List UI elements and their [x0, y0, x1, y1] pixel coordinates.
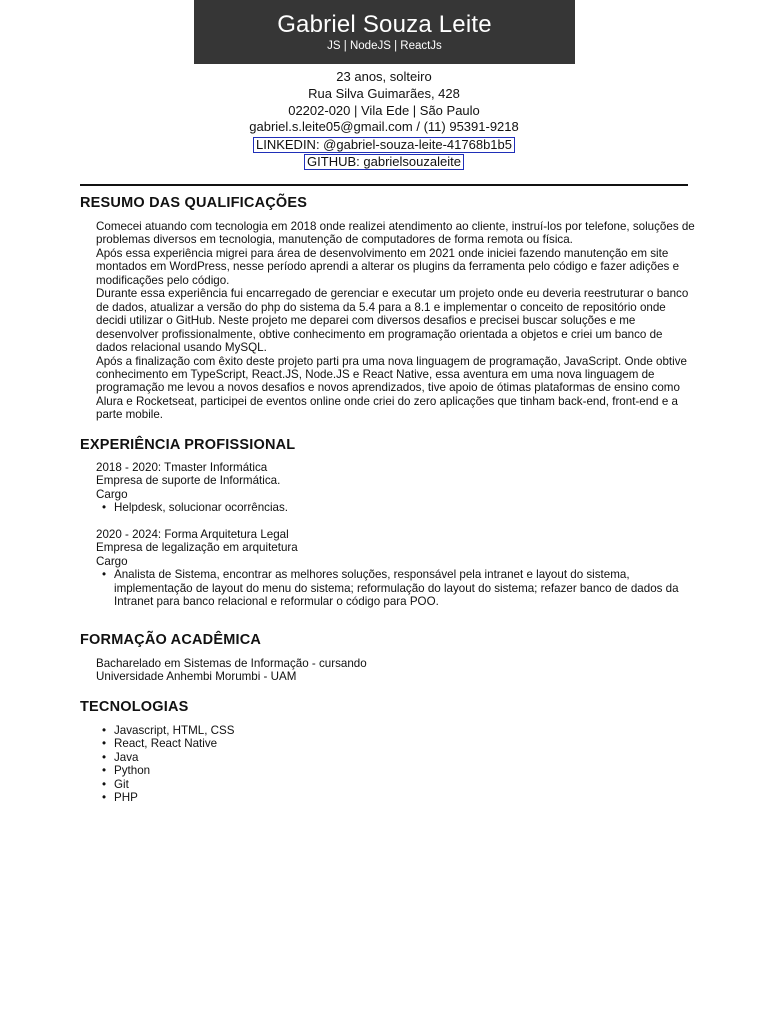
tech-item: Javascript, HTML, CSS	[114, 724, 235, 737]
tech-item: React, React Native	[114, 737, 218, 751]
job-role-label: Cargo	[96, 554, 128, 568]
job-entry	[96, 528, 696, 609]
experience-title: EXPERIÊNCIA PROFISSIONAL	[80, 437, 296, 453]
education-title: FORMAÇÃO ACADÊMICA	[80, 632, 262, 648]
list-item	[96, 778, 692, 791]
list-item	[96, 568, 692, 608]
email-phone: gabriel.s.leite05@gmail.com / (11) 95391-9218	[249, 119, 519, 135]
summary-paragraph: Após essa experiência migrei para área de desenvolvimento em 2021 onde iniciei fazendo manutenção em site montados em WordPress, nesse período aprendi a alterar os plugins da ferramenta pelo código e fazer adições e modificações pelo código.	[96, 246, 680, 287]
list-item	[96, 501, 692, 514]
education-entry	[96, 657, 696, 684]
summary-paragraph: Durante essa experiência fui encarregado de gerenciar e executar um projeto onde eu deveria reestruturar o banco de dados, atualizar a versão do php do sistema da 5.4 para a 8.1 e implementar o conceito de repositório onde decidi utilizar o GitHub. Neste projeto me deparei com diversos desafios e precisei buscar soluções e me desenvolver profissionalmente, obtive conhecimento em programação orientada a objetos e criei um banco de dados relacional usando MySQL.	[96, 287, 689, 355]
job-company: Empresa de suporte de Informática.	[96, 474, 281, 488]
education-degree: Bacharelado em Sistemas de Informação - cursando	[96, 657, 367, 670]
linkedin-link[interactable]: LINKEDIN: @gabriel-souza-leite-41768b1b5	[253, 137, 515, 154]
list-item	[96, 764, 692, 777]
job-period: 2018 - 2020: Tmaster Informática	[96, 461, 268, 474]
job-duties	[96, 568, 696, 608]
bullet-icon: •	[102, 777, 107, 791]
summary-body	[96, 220, 696, 422]
job-company: Empresa de legalização em arquitetura	[96, 541, 298, 555]
bullet-icon: •	[102, 724, 107, 737]
address-city: 02202-020 | Vila Ede | São Paulo	[288, 102, 480, 118]
contact-block	[0, 69, 768, 171]
header-banner	[194, 0, 575, 64]
bullet-icon: •	[102, 501, 107, 515]
tech-items	[96, 724, 696, 805]
list-item	[96, 737, 692, 750]
bullet-icon: •	[102, 750, 107, 764]
list-item	[96, 791, 692, 804]
tech-item: PHP	[114, 791, 138, 805]
tech-item: Java	[114, 750, 139, 764]
address-street: Rua Silva Guimarães, 428	[308, 85, 460, 101]
technologies-list	[96, 724, 696, 805]
bullet-icon: •	[102, 568, 107, 582]
job-period: 2020 - 2024: Forma Arquitetura Legal	[96, 528, 289, 541]
tech-item: Python	[114, 764, 151, 778]
bullet-icon: •	[102, 764, 107, 778]
summary-paragraph: Comecei atuando com tecnologia em 2018 onde realizei atendimento ao cliente, instruí-los por telefone, soluções de problemas diversos em tecnologia, manutenção de computadores de forma remota ou física.	[96, 220, 695, 247]
age-status: 23 anos, solteiro	[336, 69, 432, 84]
list-item	[96, 751, 692, 764]
job-duties	[96, 501, 696, 514]
job-duty: Helpdesk, solucionar ocorrências.	[114, 501, 288, 515]
job-duty: Analista de Sistema, encontrar as melhores soluções, responsável pela intranet e layout do sistema, implementação de layout do menu do sistema; reformulação do layout do sistema; refazer banco de dados da Intranet para banco relacional e reformular o código para POO.	[114, 568, 679, 609]
bullet-icon: •	[102, 791, 107, 805]
github-link[interactable]: GITHUB: gabrielsouzaleite	[304, 154, 464, 171]
tech-item: Git	[114, 777, 129, 791]
education-school: Universidade Anhembi Morumbi - UAM	[96, 670, 297, 684]
candidate-name: Gabriel Souza Leite	[277, 11, 492, 38]
summary-paragraph: Após a finalização com êxito deste projeto parti pra uma nova linguagem de programação, JavaScript. Onde obtive conhecimento em TypeScript, React.JS, Node.JS e React Native, essa aventura em uma nova linguagem de programação me levou a novos desafios e novos aprendizados, tive apoio de ótimas plataformas de ensino como Alura e Rocketseat, participei de eventos online onde criei do zero aplicações que tinham back-end, front-end e a parte mobile.	[96, 354, 687, 422]
technologies-title: TECNOLOGIAS	[80, 699, 189, 715]
bullet-icon: •	[102, 737, 107, 751]
job-entry	[96, 461, 696, 515]
list-item	[96, 724, 692, 737]
candidate-subtitle: JS | NodeJS | ReactJs	[327, 40, 442, 52]
section-divider	[80, 184, 688, 186]
job-role-label: Cargo	[96, 487, 128, 501]
summary-title: RESUMO DAS QUALIFICAÇÕES	[80, 195, 308, 211]
